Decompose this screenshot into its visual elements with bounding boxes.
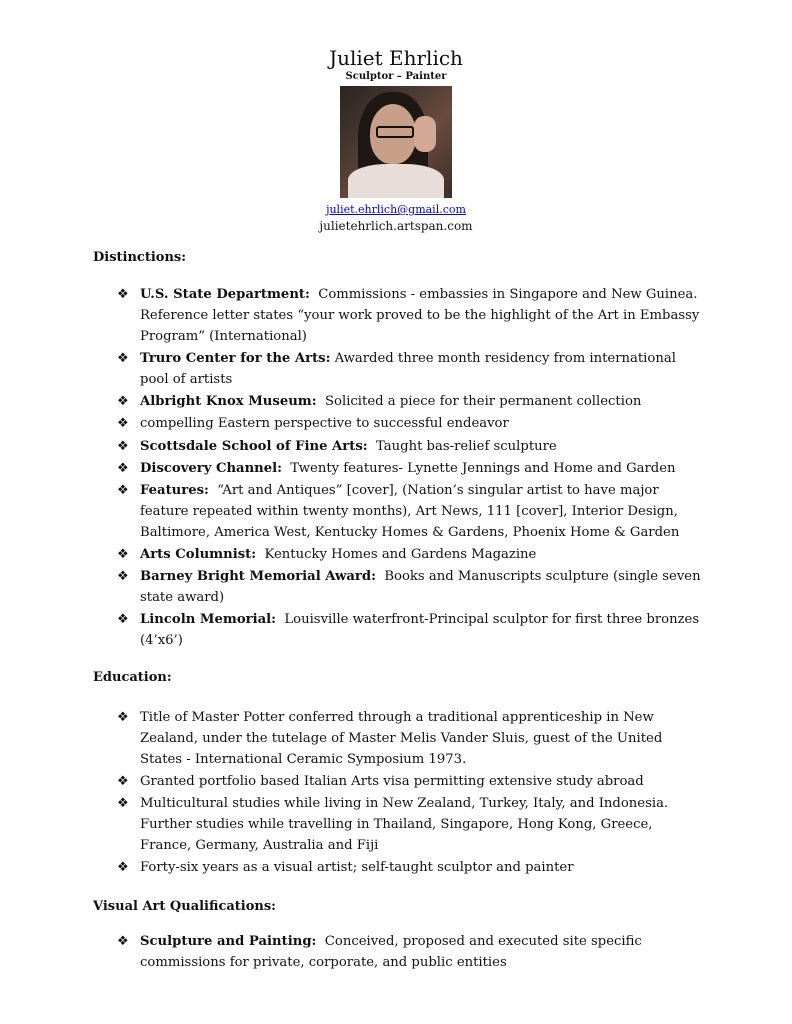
- item-text: Multicultural studies while living in New Zealand, Turkey, Italy, and Indonesia. Further studies while travelling in Thailand, Singapore, Hong Kong, Greece, France, Germany, Australia and Fiji: [140, 796, 673, 853]
- list-item: [117, 772, 703, 793]
- list-item: [117, 481, 703, 543]
- list-item: [117, 414, 703, 435]
- diamond-bullet-icon: ❖: [117, 350, 129, 366]
- list-item: [117, 392, 703, 413]
- list-item: [117, 567, 703, 609]
- item-label: Lincoln Memorial:: [140, 612, 277, 628]
- item-label: U.S. State Department:: [140, 287, 310, 302]
- diamond-bullet-icon: ❖: [117, 934, 129, 949]
- item-text: Conceived, proposed and executed site specific commissions for private, corporate, and public entities: [140, 934, 647, 970]
- list-item: [117, 459, 703, 480]
- item-text: Forty-six years as a visual artist; self-taught sculptor and painter: [140, 860, 574, 876]
- item-text: Commissions - embassies in Singapore and New Guinea. Reference letter states “your work proved to be the highlight of the Art in Embassy Program” (International): [140, 287, 704, 344]
- item-text: Louisville waterfront-Principal sculptor for first three bronzes (4’x6’): [140, 612, 704, 649]
- diamond-bullet-icon: ❖: [117, 438, 129, 454]
- list-item: [117, 708, 703, 770]
- item-text: Title of Master Potter conferred through a traditional apprenticeship in New Zealand, under the tutelage of Master Melis Vander Sluis, guest of the United States - International Ceramic Symposium 1973.: [140, 710, 667, 767]
- list-item: [117, 610, 703, 652]
- portrait-photo: [340, 86, 452, 198]
- item-label: Albright Knox Museum:: [140, 393, 317, 409]
- diamond-bullet-icon: ❖: [117, 460, 129, 476]
- item-text: “Art and Antiques” [cover], (Nation’s singular artist to have major feature repeated within twenty months), Art News, 111 [cover], Interior Design, Baltimore, America West, Kentucky Homes & Gardens, Phoenix Home & Garden: [140, 483, 683, 540]
- list-item: [117, 858, 703, 879]
- item-label: Arts Columnist:: [140, 547, 257, 563]
- list-item: [117, 794, 703, 856]
- distinctions-list: [117, 285, 703, 654]
- item-label: Sculpture and Painting:: [140, 934, 317, 949]
- item-label: Features:: [140, 483, 209, 499]
- item-text: Kentucky Homes and Gardens Magazine: [256, 547, 537, 563]
- item-label: Scottsdale School of Fine Arts:: [140, 438, 368, 454]
- list-item: [117, 932, 703, 974]
- diamond-bullet-icon: ❖: [117, 860, 129, 876]
- email-link[interactable]: juliet.ehrlich@gmail.com: [326, 203, 466, 216]
- item-text: Granted portfolio based Italian Arts visa permitting extensive study abroad: [140, 773, 644, 789]
- person-subtitle: Sculptor – Painter: [345, 71, 447, 82]
- item-text: Books and Manuscripts sculpture (single seven state award): [140, 569, 705, 606]
- item-text: compelling Eastern perspective to successful endeavor: [140, 416, 509, 432]
- resume-header: [0, 46, 792, 234]
- diamond-bullet-icon: ❖: [117, 612, 129, 628]
- diamond-bullet-icon: ❖: [117, 710, 129, 725]
- item-text: Awarded three month residency from international pool of artists: [140, 350, 681, 387]
- diamond-bullet-icon: ❖: [117, 416, 129, 432]
- diamond-bullet-icon: ❖: [117, 393, 129, 409]
- list-item: [117, 437, 703, 458]
- list-item: [117, 349, 703, 391]
- diamond-bullet-icon: ❖: [117, 483, 129, 499]
- diamond-bullet-icon: ❖: [117, 287, 129, 302]
- diamond-bullet-icon: ❖: [117, 569, 129, 585]
- section-title-education: Education:: [93, 670, 172, 685]
- item-text: Twenty features- Lynette Jennings and Home and Garden: [282, 460, 676, 476]
- section-title-qualifications: Visual Art Qualifications:: [93, 899, 276, 914]
- diamond-bullet-icon: ❖: [117, 773, 129, 789]
- item-label: Discovery Channel:: [140, 460, 283, 476]
- item-text: Solicited a piece for their permanent collection: [316, 393, 642, 409]
- section-title-distinctions: Distinctions:: [93, 250, 187, 265]
- person-name: Juliet Ehrlich: [329, 46, 463, 70]
- diamond-bullet-icon: ❖: [117, 796, 129, 812]
- list-item: [117, 285, 703, 347]
- diamond-bullet-icon: ❖: [117, 547, 129, 563]
- website-text: julietehrlich.artspan.com: [319, 219, 473, 233]
- item-text: Taught bas-relief sculpture: [367, 438, 557, 454]
- item-label: Truro Center for the Arts:: [140, 350, 331, 366]
- item-label: Barney Bright Memorial Award:: [140, 569, 376, 585]
- qualifications-list: [117, 932, 703, 975]
- list-item: [117, 545, 703, 566]
- education-list: [117, 708, 703, 880]
